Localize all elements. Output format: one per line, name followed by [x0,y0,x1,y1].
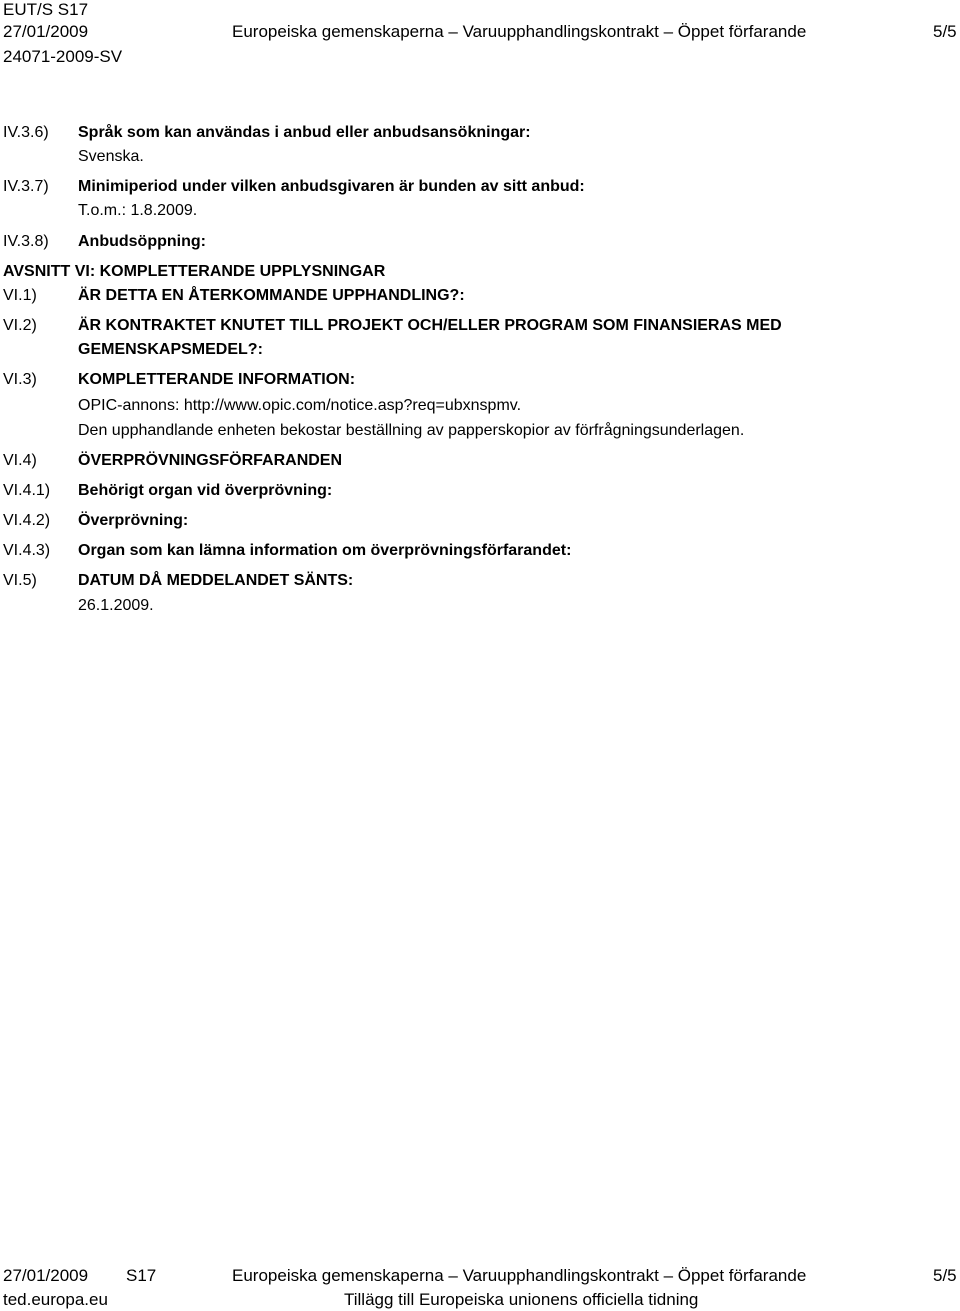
footer-date: 27/01/2009 [3,1266,89,1285]
header-page: 5/5 [933,22,957,41]
section-heading: Behörigt organ vid överprövning: [78,482,333,499]
footer-site-link[interactable]: ted.europa.eu [3,1290,108,1309]
section-heading: Språk som kan användas i anbud eller anbudsansökningar: [78,124,531,141]
section-number: VI.3) [3,371,37,388]
section-heading-continued: GEMENSKAPSMEDEL?: [78,341,263,358]
section-heading: Anbudsöppning: [78,233,206,250]
section-heading: ÄR KONTRAKTET KNUTET TILL PROJEKT OCH/ELLER PROGRAM SOM FINANSIERAS MED [78,317,782,334]
section-heading: Minimiperiod under vilken anbudsgivaren är bunden av sitt anbud: [78,178,585,195]
section-number: IV.3.8) [3,233,49,250]
doc-id: 24071-2009-SV [3,47,123,66]
journal-ref: EUT/S S17 [3,0,89,19]
section-value: T.o.m.: 1.8.2009. [78,202,198,219]
section-heading: DATUM DÅ MEDDELANDET SÄNTS: [78,572,354,589]
section-heading: Organ som kan lämna information om överprövningsförfarandet: [78,542,572,559]
section-number: VI.4.2) [3,512,51,529]
section-number: VI.1) [3,287,37,304]
footer-supplement: Tillägg till Europeiska unionens officiella tidning [344,1290,699,1309]
section-heading: KOMPLETTERANDE INFORMATION: [78,371,356,388]
section-heading: ÖVERPRÖVNINGSFÖRFARANDEN [78,452,343,469]
opic-link[interactable]: OPIC-annons: http://www.opic.com/notice.asp?req=ubxnspmv. [78,397,522,414]
section-value: Svenska. [78,148,144,165]
section-number: VI.5) [3,572,37,589]
footer-journal: S17 [126,1266,157,1285]
section-number: VI.4) [3,452,37,469]
section-number: VI.4.3) [3,542,51,559]
section-number: VI.2) [3,317,37,334]
section-heading: Överprövning: [78,512,189,529]
header-date: 27/01/2009 [3,22,89,41]
header-title: Europeiska gemenskaperna – Varuupphandlingskontrakt – Öppet förfarande [232,22,807,41]
section-value: Den upphandlande enheten bekostar beställning av papperskopior av förfrågningsunderlagen. [78,422,745,439]
section-value: 26.1.2009. [78,597,154,614]
footer-title: Europeiska gemenskaperna – Varuupphandlingskontrakt – Öppet förfarande [232,1266,807,1285]
section-heading: ÄR DETTA EN ÅTERKOMMANDE UPPHANDLING?: [78,287,465,304]
section-number: VI.4.1) [3,482,51,499]
part-heading: AVSNITT VI: KOMPLETTERANDE UPPLYSNINGAR [3,263,386,280]
footer-page: 5/5 [933,1266,957,1285]
section-number: IV.3.6) [3,124,49,141]
section-number: IV.3.7) [3,178,49,195]
